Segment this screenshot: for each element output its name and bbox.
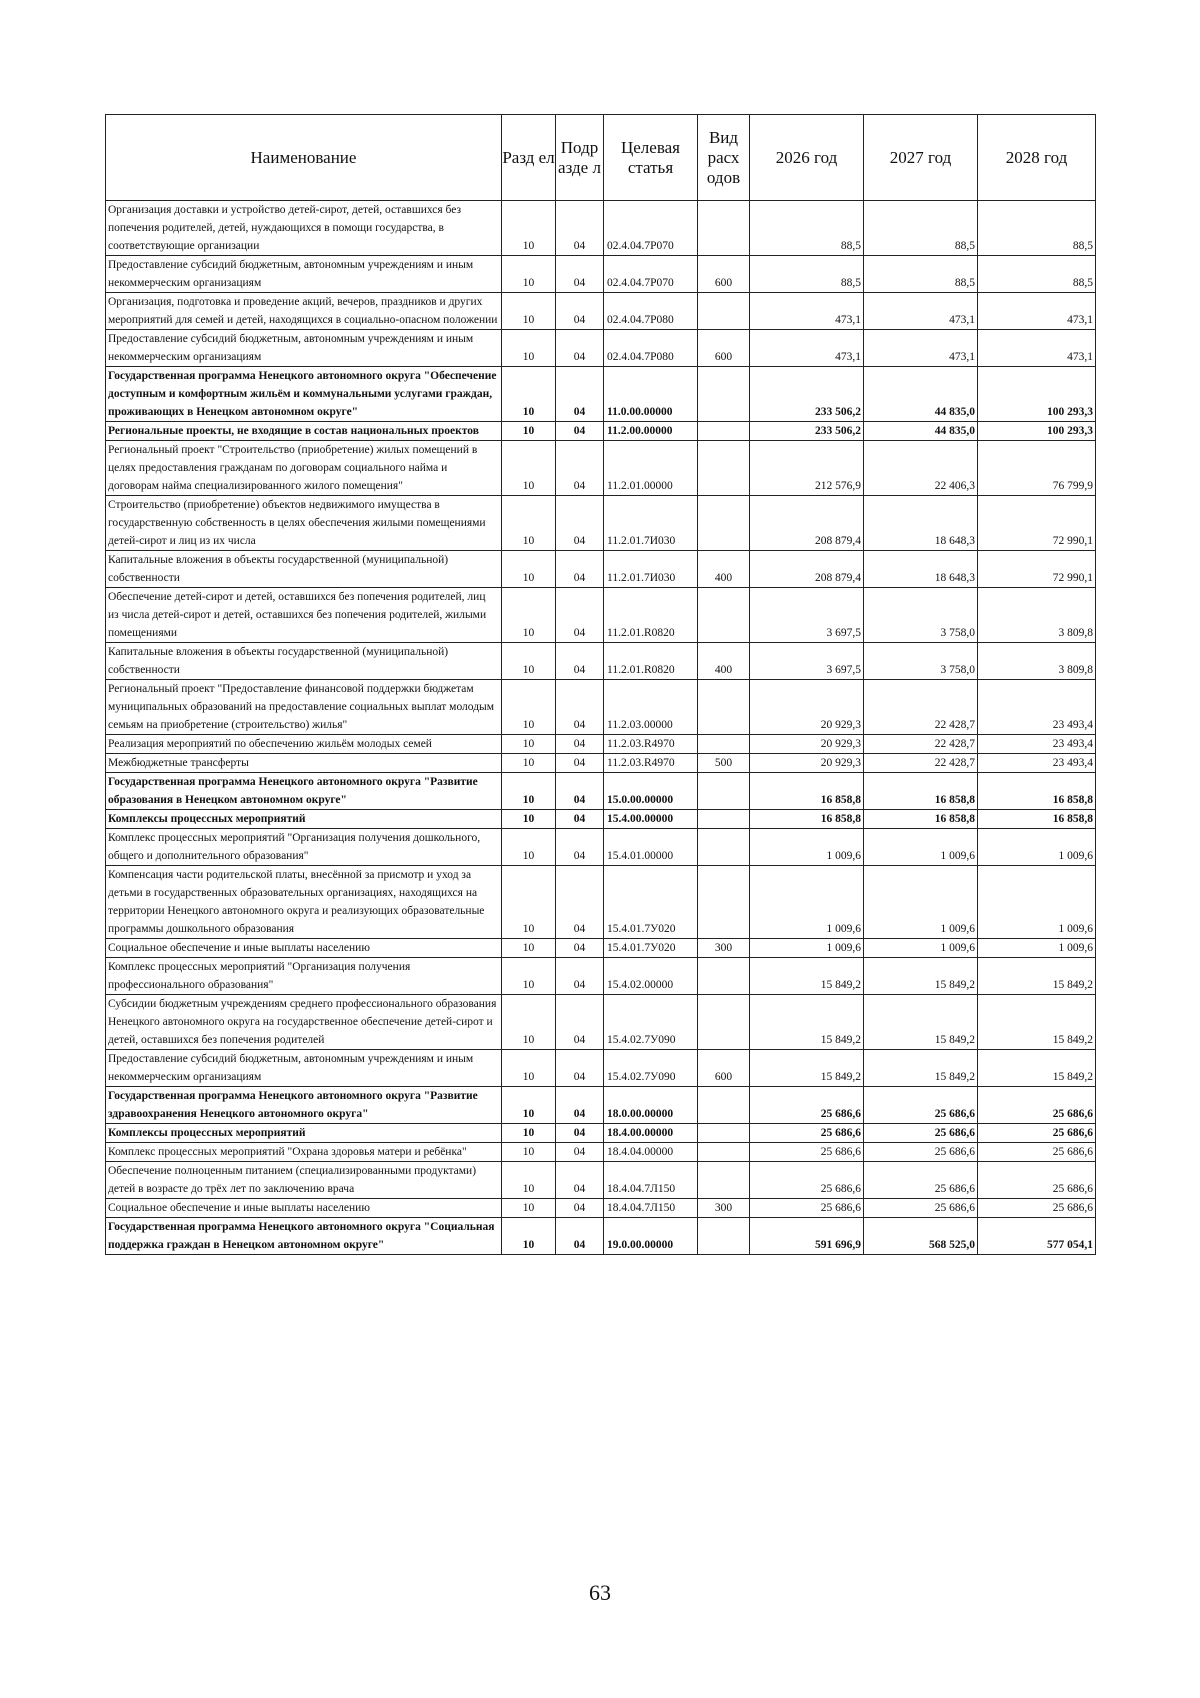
cell-name: Государственная программа Ненецкого автономного округа "Социальная поддержка граждан в Ненецком автономном округе" [106,1218,502,1255]
cell-section: 10 [502,680,556,735]
cell-subsection: 04 [556,773,604,810]
cell-subsection: 04 [556,680,604,735]
table-row [106,1087,1096,1124]
cell-2027: 25 686,6 [864,1087,978,1124]
cell-2028: 76 799,9 [978,441,1096,496]
cell-section: 10 [502,754,556,773]
cell-name: Комплекс процессных мероприятий "Охрана здоровья матери и ребёнка" [106,1143,502,1162]
cell-section: 10 [502,441,556,496]
cell-section: 10 [502,958,556,995]
cell-expense-type [698,496,750,551]
table-row [106,293,1096,330]
cell-name: Комплексы процессных мероприятий [106,1124,502,1143]
cell-section: 10 [502,367,556,422]
table-header-row [106,115,1096,201]
cell-2028: 1 009,6 [978,866,1096,939]
table-row [106,939,1096,958]
cell-target-article: 11.2.03.R4970 [604,754,698,773]
cell-name: Государственная программа Ненецкого автономного округа "Обеспечение доступным и комфортным жильём и коммунальными услугами граждан, проживающих в Ненецком автономном округе" [106,367,502,422]
cell-2028: 16 858,8 [978,773,1096,810]
cell-section: 10 [502,1050,556,1087]
cell-target-article: 11.2.03.00000 [604,680,698,735]
cell-2028: 473,1 [978,330,1096,367]
cell-2027: 568 525,0 [864,1218,978,1255]
cell-2028: 25 686,6 [978,1162,1096,1199]
cell-2028: 25 686,6 [978,1143,1096,1162]
cell-expense-type [698,829,750,866]
cell-2026: 208 879,4 [750,551,864,588]
cell-2026: 1 009,6 [750,866,864,939]
cell-section: 10 [502,1124,556,1143]
header-target-article: Целевая статья [604,115,698,201]
cell-name: Социальное обеспечение и иные выплаты населению [106,939,502,958]
cell-expense-type: 600 [698,1050,750,1087]
cell-2028: 3 809,8 [978,643,1096,680]
cell-target-article: 15.4.00.00000 [604,810,698,829]
cell-target-article: 15.4.01.7У020 [604,866,698,939]
cell-2027: 16 858,8 [864,773,978,810]
table-row [106,201,1096,256]
cell-name: Региональный проект "Предоставление финансовой поддержки бюджетам муниципальных образований на предоставление социальных выплат молодым семьям на приобретение (строительство) жилья" [106,680,502,735]
cell-subsection: 04 [556,551,604,588]
cell-expense-type [698,958,750,995]
cell-2027: 1 009,6 [864,866,978,939]
cell-expense-type [698,293,750,330]
cell-2027: 18 648,3 [864,496,978,551]
cell-name: Строительство (приобретение) объектов недвижимого имущества в государственную собственность в целях обеспечения жилыми помещениями детей-сирот и лиц из их числа [106,496,502,551]
cell-2027: 25 686,6 [864,1143,978,1162]
cell-name: Обеспечение детей-сирот и детей, оставшихся без попечения родителей, лиц из числа детей-сирот и детей, оставшихся без попечения родителей, жилыми помещениями [106,588,502,643]
cell-name: Субсидии бюджетным учреждениям среднего профессионального образования Ненецкого автономного округа на государственное обеспечение детей-сирот и детей, оставшихся без попечения родителей [106,995,502,1050]
cell-expense-type [698,367,750,422]
table-row [106,422,1096,441]
cell-expense-type [698,1218,750,1255]
cell-subsection: 04 [556,330,604,367]
cell-subsection: 04 [556,1162,604,1199]
table-row [106,866,1096,939]
cell-subsection: 04 [556,939,604,958]
cell-subsection: 04 [556,735,604,754]
cell-2027: 44 835,0 [864,367,978,422]
cell-name: Предоставление субсидий бюджетным, автономным учреждениям и иным некоммерческим организациям [106,256,502,293]
table-row [106,441,1096,496]
cell-subsection: 04 [556,958,604,995]
cell-subsection: 04 [556,588,604,643]
cell-target-article: 02.4.04.7Р070 [604,201,698,256]
cell-2026: 1 009,6 [750,939,864,958]
cell-2028: 100 293,3 [978,422,1096,441]
cell-2028: 16 858,8 [978,810,1096,829]
cell-name: Комплексы процессных мероприятий [106,810,502,829]
cell-2026: 20 929,3 [750,680,864,735]
table-row [106,680,1096,735]
cell-section: 10 [502,422,556,441]
cell-2027: 25 686,6 [864,1199,978,1218]
cell-expense-type [698,1087,750,1124]
cell-2026: 233 506,2 [750,367,864,422]
table-row [106,551,1096,588]
cell-expense-type [698,680,750,735]
table-row [106,773,1096,810]
cell-2026: 25 686,6 [750,1199,864,1218]
cell-2026: 25 686,6 [750,1124,864,1143]
cell-2026: 88,5 [750,256,864,293]
table-row [106,810,1096,829]
cell-subsection: 04 [556,496,604,551]
cell-name: Капитальные вложения в объекты государственной (муниципальной) собственности [106,643,502,680]
cell-2027: 473,1 [864,293,978,330]
cell-section: 10 [502,1162,556,1199]
table-row [106,367,1096,422]
cell-subsection: 04 [556,367,604,422]
cell-target-article: 18.4.04.7Л150 [604,1162,698,1199]
table-row [106,829,1096,866]
cell-expense-type: 300 [698,1199,750,1218]
cell-subsection: 04 [556,1143,604,1162]
cell-section: 10 [502,496,556,551]
cell-2026: 88,5 [750,201,864,256]
cell-target-article: 15.0.00.00000 [604,773,698,810]
cell-expense-type: 300 [698,939,750,958]
cell-2028: 25 686,6 [978,1087,1096,1124]
cell-section: 10 [502,829,556,866]
cell-2026: 16 858,8 [750,773,864,810]
cell-2026: 212 576,9 [750,441,864,496]
cell-2028: 3 809,8 [978,588,1096,643]
cell-subsection: 04 [556,995,604,1050]
cell-section: 10 [502,866,556,939]
cell-subsection: 04 [556,643,604,680]
cell-2028: 25 686,6 [978,1199,1096,1218]
cell-2028: 15 849,2 [978,958,1096,995]
cell-target-article: 15.4.02.7У090 [604,995,698,1050]
cell-target-article: 11.2.01.R0820 [604,643,698,680]
cell-expense-type: 600 [698,330,750,367]
cell-target-article: 18.4.04.00000 [604,1143,698,1162]
cell-target-article: 11.2.01.7И030 [604,496,698,551]
table-row [106,995,1096,1050]
cell-section: 10 [502,810,556,829]
table-row [106,588,1096,643]
cell-name: Организация доставки и устройство детей-сирот, детей, оставшихся без попечения родителей, детей, нуждающихся в помощи государства, в соответствующие организации [106,201,502,256]
cell-2026: 1 009,6 [750,829,864,866]
cell-2028: 23 493,4 [978,735,1096,754]
table-row [106,1143,1096,1162]
cell-subsection: 04 [556,829,604,866]
cell-2028: 577 054,1 [978,1218,1096,1255]
cell-subsection: 04 [556,1199,604,1218]
cell-subsection: 04 [556,422,604,441]
cell-2027: 3 758,0 [864,643,978,680]
cell-2026: 16 858,8 [750,810,864,829]
cell-2028: 473,1 [978,293,1096,330]
cell-2027: 25 686,6 [864,1162,978,1199]
cell-2026: 3 697,5 [750,643,864,680]
header-subsection: Подр азде л [556,115,604,201]
cell-target-article: 11.2.03.R4970 [604,735,698,754]
cell-target-article: 15.4.02.00000 [604,958,698,995]
cell-2026: 3 697,5 [750,588,864,643]
table-row [106,754,1096,773]
cell-2027: 3 758,0 [864,588,978,643]
cell-2028: 72 990,1 [978,496,1096,551]
cell-2028: 88,5 [978,201,1096,256]
cell-target-article: 11.0.00.00000 [604,367,698,422]
table-row [106,1124,1096,1143]
cell-2027: 22 428,7 [864,680,978,735]
cell-name: Предоставление субсидий бюджетным, автономным учреждениям и иным некоммерческим организациям [106,330,502,367]
cell-expense-type: 500 [698,754,750,773]
cell-expense-type [698,1162,750,1199]
cell-2026: 25 686,6 [750,1162,864,1199]
cell-section: 10 [502,643,556,680]
cell-name: Государственная программа Ненецкого автономного округа "Развитие здравоохранения Ненецкого автономного округа" [106,1087,502,1124]
cell-2028: 1 009,6 [978,939,1096,958]
cell-2026: 20 929,3 [750,735,864,754]
cell-subsection: 04 [556,201,604,256]
cell-name: Межбюджетные трансферты [106,754,502,773]
table-row [106,735,1096,754]
page-number: 63 [589,1580,611,1605]
header-2028: 2028 год [978,115,1096,201]
cell-section: 10 [502,773,556,810]
cell-2028: 88,5 [978,256,1096,293]
cell-name: Капитальные вложения в объекты государственной (муниципальной) собственности [106,551,502,588]
cell-2026: 15 849,2 [750,1050,864,1087]
cell-expense-type [698,441,750,496]
table-row [106,1162,1096,1199]
cell-2027: 25 686,6 [864,1124,978,1143]
cell-2027: 1 009,6 [864,829,978,866]
header-2027: 2027 год [864,115,978,201]
cell-2026: 20 929,3 [750,754,864,773]
cell-2026: 25 686,6 [750,1087,864,1124]
cell-target-article: 11.2.01.00000 [604,441,698,496]
cell-target-article: 02.4.04.7Р070 [604,256,698,293]
cell-2027: 22 428,7 [864,754,978,773]
cell-2026: 15 849,2 [750,958,864,995]
cell-2027: 88,5 [864,256,978,293]
cell-target-article: 18.4.04.7Л150 [604,1199,698,1218]
header-name: Наименование [106,115,502,201]
cell-section: 10 [502,1087,556,1124]
cell-2027: 22 428,7 [864,735,978,754]
cell-name: Предоставление субсидий бюджетным, автономным учреждениям и иным некоммерческим организациям [106,1050,502,1087]
cell-name: Компенсация части родительской платы, внесённой за присмотр и уход за детьми в государственных образовательных организациях, находящихся на территории Ненецкого автономного округа и реализующих образовательные программы дошкольного образования [106,866,502,939]
cell-expense-type [698,735,750,754]
cell-expense-type [698,810,750,829]
cell-subsection: 04 [556,293,604,330]
cell-name: Обеспечение полноценным питанием (специализированными продуктами) детей в возрасте до трёх лет по заключению врача [106,1162,502,1199]
cell-2026: 208 879,4 [750,496,864,551]
header-expense-type: Вид расх одов [698,115,750,201]
cell-2027: 15 849,2 [864,995,978,1050]
cell-expense-type [698,866,750,939]
cell-2028: 100 293,3 [978,367,1096,422]
table-row [106,643,1096,680]
table-row [106,1218,1096,1255]
budget-table [105,114,1096,1255]
cell-2028: 23 493,4 [978,754,1096,773]
cell-expense-type [698,995,750,1050]
cell-target-article: 15.4.01.00000 [604,829,698,866]
cell-target-article: 15.4.01.7У020 [604,939,698,958]
cell-2027: 22 406,3 [864,441,978,496]
cell-2028: 15 849,2 [978,1050,1096,1087]
cell-name: Комплекс процессных мероприятий "Организация получения профессионального образования" [106,958,502,995]
cell-subsection: 04 [556,1124,604,1143]
cell-target-article: 02.4.04.7Р080 [604,330,698,367]
cell-section: 10 [502,330,556,367]
cell-expense-type [698,422,750,441]
cell-expense-type: 600 [698,256,750,293]
cell-name: Комплекс процессных мероприятий "Организация получения дошкольного, общего и дополнительного образования" [106,829,502,866]
cell-2027: 44 835,0 [864,422,978,441]
cell-subsection: 04 [556,866,604,939]
cell-2027: 18 648,3 [864,551,978,588]
cell-2026: 25 686,6 [750,1143,864,1162]
cell-expense-type [698,1143,750,1162]
cell-2028: 1 009,6 [978,829,1096,866]
cell-expense-type: 400 [698,551,750,588]
cell-target-article: 11.2.01.R0820 [604,588,698,643]
cell-subsection: 04 [556,754,604,773]
cell-subsection: 04 [556,1050,604,1087]
cell-section: 10 [502,1199,556,1218]
cell-target-article: 11.2.01.7И030 [604,551,698,588]
header-section: Разд ел [502,115,556,201]
cell-target-article: 02.4.04.7Р080 [604,293,698,330]
cell-2027: 473,1 [864,330,978,367]
cell-2027: 1 009,6 [864,939,978,958]
cell-name: Региональный проект "Строительство (приобретение) жилых помещений в целях предоставления гражданам по договорам социального найма и договорам найма специализированного жилого помещения" [106,441,502,496]
cell-expense-type [698,1124,750,1143]
table-row [106,1050,1096,1087]
cell-target-article: 19.0.00.00000 [604,1218,698,1255]
cell-section: 10 [502,995,556,1050]
cell-expense-type [698,201,750,256]
cell-subsection: 04 [556,1087,604,1124]
cell-2026: 233 506,2 [750,422,864,441]
cell-section: 10 [502,201,556,256]
table-row [106,496,1096,551]
cell-name: Региональные проекты, не входящие в состав национальных проектов [106,422,502,441]
cell-subsection: 04 [556,256,604,293]
cell-section: 10 [502,293,556,330]
cell-expense-type [698,588,750,643]
cell-2028: 23 493,4 [978,680,1096,735]
cell-expense-type [698,773,750,810]
cell-2026: 473,1 [750,293,864,330]
cell-subsection: 04 [556,810,604,829]
cell-2026: 591 696,9 [750,1218,864,1255]
table-row [106,256,1096,293]
cell-2026: 473,1 [750,330,864,367]
cell-2027: 15 849,2 [864,1050,978,1087]
cell-section: 10 [502,588,556,643]
cell-2026: 15 849,2 [750,995,864,1050]
cell-section: 10 [502,735,556,754]
cell-target-article: 15.4.02.7У090 [604,1050,698,1087]
cell-target-article: 18.4.00.00000 [604,1124,698,1143]
cell-name: Государственная программа Ненецкого автономного округа "Развитие образования в Ненецком автономном округе" [106,773,502,810]
cell-section: 10 [502,1143,556,1162]
cell-name: Организация, подготовка и проведение акций, вечеров, праздников и других мероприятий для семей и детей, находящихся в социально-опасном положении [106,293,502,330]
cell-section: 10 [502,939,556,958]
cell-2027: 15 849,2 [864,958,978,995]
cell-target-article: 18.0.00.00000 [604,1087,698,1124]
table-row [106,1199,1096,1218]
table-row [106,958,1096,995]
cell-2028: 15 849,2 [978,995,1096,1050]
cell-target-article: 11.2.00.00000 [604,422,698,441]
cell-2028: 25 686,6 [978,1124,1096,1143]
cell-2027: 88,5 [864,201,978,256]
cell-section: 10 [502,1218,556,1255]
table-row [106,330,1096,367]
header-2026: 2026 год [750,115,864,201]
cell-section: 10 [502,256,556,293]
cell-subsection: 04 [556,441,604,496]
cell-2027: 16 858,8 [864,810,978,829]
cell-2028: 72 990,1 [978,551,1096,588]
cell-section: 10 [502,551,556,588]
cell-expense-type: 400 [698,643,750,680]
cell-name: Реализация мероприятий по обеспечению жильём молодых семей [106,735,502,754]
cell-subsection: 04 [556,1218,604,1255]
cell-name: Социальное обеспечение и иные выплаты населению [106,1199,502,1218]
